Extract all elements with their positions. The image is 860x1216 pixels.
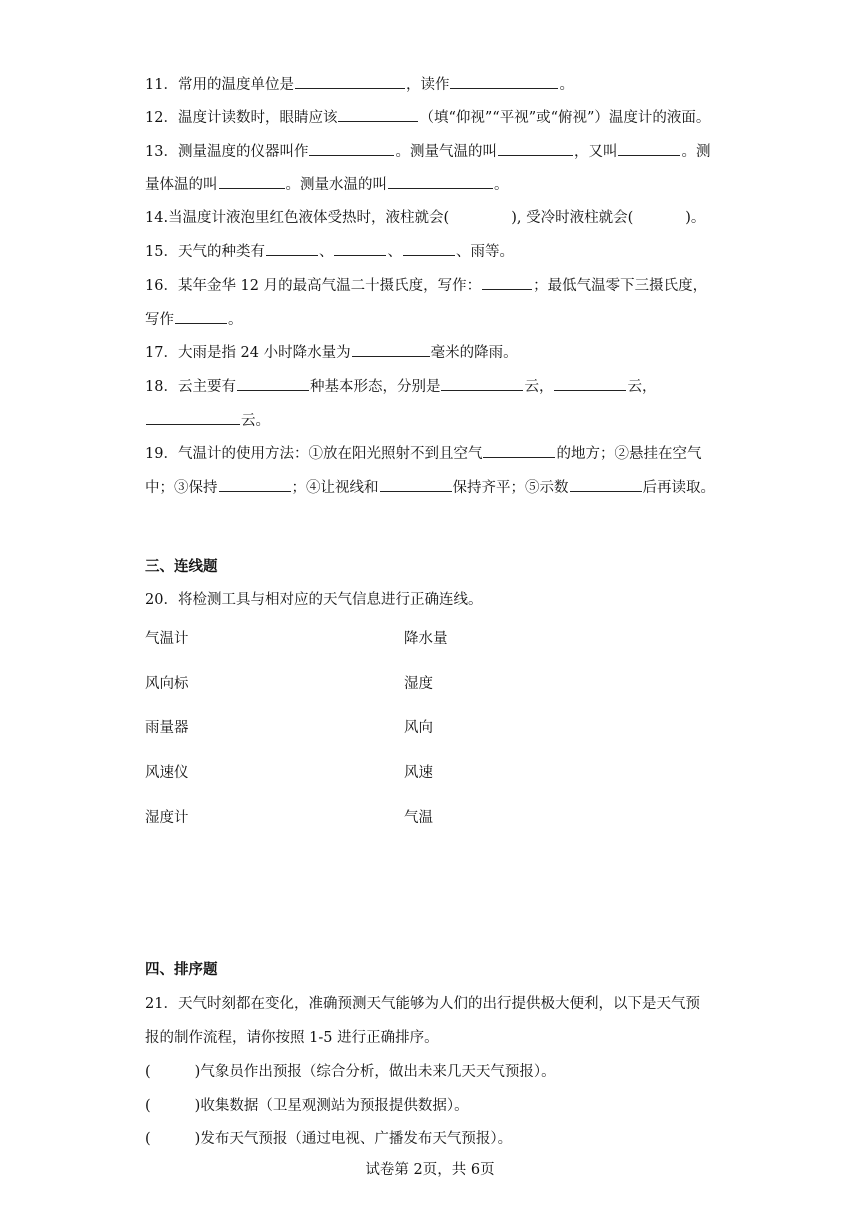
answer-blank[interactable] xyxy=(618,141,680,156)
question-15: 15．天气的种类有 、 、 、雨等。 xyxy=(145,241,514,262)
question-20: 20．将检测工具与相对应的天气信息进行正确连线。 xyxy=(145,592,483,608)
match-right-item[interactable]: 风向 xyxy=(404,720,433,736)
answer-blank[interactable] xyxy=(309,141,394,156)
question-19: 19．气温计的使用方法：①放在阳光照射不到且空气 的地方；②悬挂在空气 xyxy=(145,443,701,464)
question-21-cont: 报的制作流程，请你按照 1-5 进行正确排序。 xyxy=(145,1030,439,1046)
sort-item: ( )收集数据（卫星观测站为预报提供数据）。 xyxy=(145,1098,469,1114)
answer-blank[interactable] xyxy=(334,241,386,256)
answer-blank[interactable] xyxy=(175,309,227,324)
answer-blank[interactable] xyxy=(352,342,430,357)
sort-item: ( )发布天气预报（通过电视、广播发布天气预报）。 xyxy=(145,1131,513,1147)
match-left-item[interactable]: 气温计 xyxy=(145,631,189,647)
answer-blank[interactable] xyxy=(266,241,318,256)
match-left-item[interactable]: 风向标 xyxy=(145,676,189,692)
answer-blank[interactable] xyxy=(146,410,240,425)
section-heading: 三、连线题 xyxy=(145,558,218,575)
question-13-cont: 量体温的叫 。测量水温的叫 。 xyxy=(145,174,509,195)
page-footer: 试卷第 2页，共 6页 xyxy=(365,1162,495,1178)
question-21: 21．天气时刻都在变化，准确预测天气能够为人们的出行提供极大便利，以下是天气预 xyxy=(145,996,700,1012)
match-left-item[interactable]: 风速仪 xyxy=(145,765,189,781)
match-left-item[interactable]: 湿度计 xyxy=(145,810,189,826)
answer-blank[interactable] xyxy=(380,477,452,492)
question-12: 12．温度计读数时，眼睛应该 （填“仰视”“平视”或“俯视”）温度计的液面。 xyxy=(145,107,710,128)
question-14: 14.当温度计液泡里红色液体受热时，液柱就会( ), 受冷时液柱就会( )。 xyxy=(145,210,706,226)
question-17: 17．大雨是指 24 小时降水量为 毫米的降雨。 xyxy=(145,342,518,363)
match-left-item[interactable]: 雨量器 xyxy=(145,720,189,736)
answer-blank[interactable] xyxy=(570,477,642,492)
section-heading: 四、排序题 xyxy=(145,961,218,978)
match-right-item[interactable]: 风速 xyxy=(404,765,433,781)
match-right-item[interactable]: 湿度 xyxy=(404,676,433,692)
question-19-cont: 中；③保持 ；④让视线和 保持齐平；⑤示数 后再读取。 xyxy=(145,477,715,498)
answer-blank[interactable] xyxy=(219,477,291,492)
answer-blank[interactable] xyxy=(388,174,493,189)
answer-blank[interactable] xyxy=(554,376,626,391)
answer-blank[interactable] xyxy=(441,376,523,391)
question-16: 16．某年金华 12 月的最高气温二十摄氏度，写作： ；最低气温零下三摄氏度， xyxy=(145,275,707,296)
answer-blank[interactable] xyxy=(295,74,405,89)
match-right-item[interactable]: 降水量 xyxy=(404,631,448,647)
question-18: 18．云主要有 种基本形态，分别是 云， 云， xyxy=(145,376,656,397)
question-13: 13．测量温度的仪器叫作 。测量气温的叫 ，又叫 。测 xyxy=(145,141,710,162)
answer-blank[interactable] xyxy=(482,275,532,290)
match-right-item[interactable]: 气温 xyxy=(404,810,433,826)
answer-blank[interactable] xyxy=(450,74,558,89)
question-18-cont: 云。 xyxy=(145,410,270,431)
answer-blank[interactable] xyxy=(338,107,418,122)
sort-item: ( )气象员作出预报（综合分析，做出未来几天天气预报）。 xyxy=(145,1064,556,1080)
question-11: 11．常用的温度单位是 ，读作 。 xyxy=(145,74,574,95)
question-16-cont: 写作 。 xyxy=(145,309,243,330)
answer-blank[interactable] xyxy=(219,174,285,189)
answer-blank[interactable] xyxy=(403,241,455,256)
answer-blank[interactable] xyxy=(498,141,573,156)
answer-blank[interactable] xyxy=(237,376,309,391)
answer-blank[interactable] xyxy=(483,443,555,458)
